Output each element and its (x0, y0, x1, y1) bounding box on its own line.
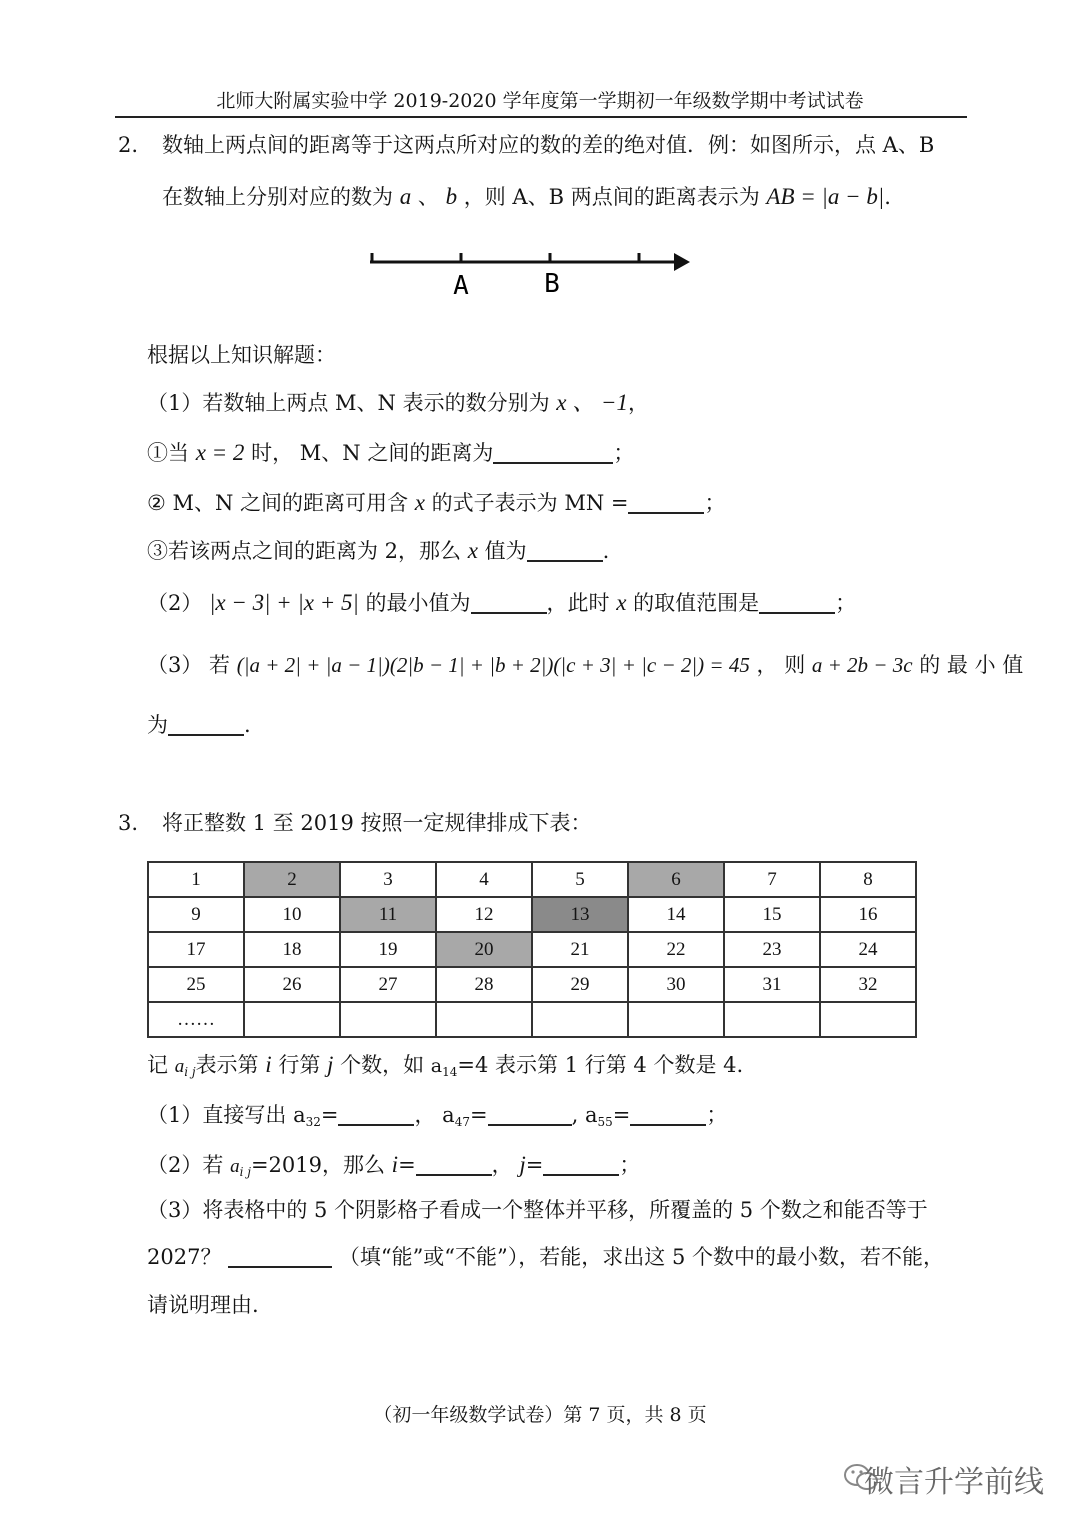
q3-note-ex: a (430, 1055, 443, 1077)
q2-p3-d: 为 (147, 713, 168, 737)
q2-p3-target: a + 2b − 3c (811, 653, 913, 677)
table-cell: 16 (820, 897, 916, 932)
q3-part3-line1: （3）将表格中的 5 个阴影格子看成一个整体并平移，所覆盖的 5 个数之和能否等于 (147, 1198, 928, 1222)
q3-p2-var: a (230, 1156, 240, 1177)
q3-p3-line2-a: 2027？ (147, 1245, 222, 1269)
q2-p3-c: 的 最 小 值 (919, 653, 1024, 677)
table-cell-shaded: 6 (628, 862, 724, 897)
table-row (148, 862, 916, 897)
table-cell: 24 (820, 932, 916, 967)
q3-note-b: 表示第 (195, 1053, 259, 1077)
table-cell: 4 (436, 862, 532, 897)
table-cell: 3 (340, 862, 436, 897)
q3-p1-v3: a (584, 1103, 598, 1127)
page-header-title: 北师大附属实验中学 2019-2020 学年度第一学期初一年级数学期中考试试卷 (216, 90, 864, 112)
q3-note-c: 行第 (278, 1053, 321, 1077)
answer-blank-p2-min[interactable] (471, 590, 547, 614)
q3-p2-end: ； (619, 1153, 641, 1177)
q2-p2-expr: |x − 3| + |x + 5| (209, 590, 359, 615)
q2-p1i-b: 时， M、N 之间的距离为 (251, 441, 494, 465)
q2-p1-end: ， (628, 391, 650, 415)
answer-blank-i[interactable] (416, 1152, 492, 1176)
q3-p2-i: i (391, 1152, 399, 1177)
table-cell: 23 (724, 932, 820, 967)
q3-p1-a: （1）直接写出 (147, 1103, 287, 1127)
q3-notation (147, 1050, 743, 1087)
q3-note-ex-sub: 14 (442, 1065, 458, 1079)
q2-line2-a: 在数轴上分别对应的数为 (162, 185, 393, 209)
q2-p3-end: . (244, 713, 251, 737)
q2-part1-iii (147, 536, 609, 566)
table-cell (436, 1002, 532, 1037)
table-cell-shaded: 20 (436, 932, 532, 967)
answer-blank-p2-range[interactable] (759, 590, 835, 614)
q3-p1-v2: a (442, 1103, 455, 1127)
q2-p2-d: 的取值范围是 (633, 591, 760, 615)
q3-p1-end: ； (706, 1103, 728, 1127)
q3-note-var: a (174, 1056, 185, 1077)
table-cell: 22 (628, 932, 724, 967)
table-cell (532, 1002, 628, 1037)
number-line-arrow (674, 253, 690, 271)
answer-blank-a47[interactable] (488, 1102, 572, 1126)
q2-number: 2. (118, 133, 139, 157)
q3-intro: 将正整数 1 至 2019 按照一定规律排成下表： (162, 811, 592, 835)
answer-blank-j[interactable] (543, 1152, 619, 1176)
q3-p1-eq3: = (612, 1103, 631, 1127)
q2-part3 (147, 650, 1023, 680)
table-cell: 26 (244, 967, 340, 1002)
table-cell: 17 (148, 932, 244, 967)
table-cell: 19 (340, 932, 436, 967)
axis-label-a: A (453, 271, 469, 301)
page-footer: （初一年级数学试卷）第 7 页，共 8 页 (373, 1404, 707, 1426)
header-rule (115, 116, 967, 118)
q2-line2-b: ，则 A、B 两点间的距离表示为 (463, 185, 760, 209)
table-cell: 29 (532, 967, 628, 1002)
table-cell: 27 (340, 967, 436, 1002)
table-cell: 12 (436, 897, 532, 932)
number-grid-table (147, 861, 917, 1038)
q2-part1-i (147, 438, 634, 468)
table-cell: 1 (148, 862, 244, 897)
q3-part1: （1）直接写出 $a_{32}=$ ， $a_{47}=$ , $a_{55}=$ ； (147, 1103, 728, 1129)
q3-p1-s1: 32 (305, 1115, 321, 1129)
q2-formula-ab: AB = |a − b| (766, 184, 885, 209)
q3-note-sub: i j (184, 1065, 196, 1079)
q2-p1ii-b: 的式子表示为 MN = (431, 491, 629, 515)
table-cell-shaded: 11 (340, 897, 436, 932)
answer-blank-a32[interactable] (338, 1102, 414, 1126)
table-row (148, 932, 916, 967)
table-row (148, 967, 916, 1002)
q3-note-d: 个数，如 (340, 1053, 425, 1077)
q3-p2-eq-j: = (525, 1153, 544, 1177)
q2-p2-c: ，此时 (546, 591, 610, 615)
q3-p2-j: j (519, 1152, 526, 1177)
table-cell: 32 (820, 967, 916, 1002)
q3-p1-eq1: = (320, 1103, 339, 1127)
q3-p3-line2-b: （填“能”或“不能”），若能，求出这 5 个数中的最小数，若不能， (338, 1245, 944, 1269)
q2-p1-text: （1）若数轴上两点 M、N 表示的数分别为 (147, 391, 550, 415)
q2-p2-a: （2） (147, 591, 203, 615)
answer-blank-a55[interactable] (630, 1102, 706, 1126)
q3-note-j: j (327, 1052, 334, 1077)
table-cell: 8 (820, 862, 916, 897)
q2-p1i-end: ； (613, 441, 635, 465)
table-cell: 25 (148, 967, 244, 1002)
table-cell (820, 1002, 916, 1037)
answer-blank-p3[interactable] (168, 712, 244, 736)
q2-part2 (147, 588, 856, 618)
q3-p2-b: =2019，那么 (250, 1153, 385, 1177)
q2-p1ii-end: ； (704, 491, 726, 515)
q2-line1: 数轴上两点间的距离等于这两点所对应的数的差的绝对值．例：如图所示，点 A、B (162, 133, 935, 157)
q3-part3-line3: 请说明理由. (147, 1293, 259, 1317)
q3-part3-line2 (147, 1242, 944, 1272)
q2-p1-vars: x 、 −1 (556, 390, 629, 415)
answer-blank-can-or-cannot[interactable] (228, 1244, 332, 1268)
q2-p2-end: ； (835, 591, 857, 615)
q2-p3-b: ， 则 (756, 653, 806, 677)
q2-p1iii-end: . (602, 539, 610, 563)
table-cell: 18 (244, 932, 340, 967)
table-cell (340, 1002, 436, 1037)
table-cell: 30 (628, 967, 724, 1002)
table-cell (244, 1002, 340, 1037)
q3-note-e: =4 表示第 1 行第 4 个数是 4. (457, 1053, 744, 1077)
q2-p1iii-a: ③若该两点之间的距离为 2，那么 (147, 539, 462, 563)
table-row (148, 1002, 916, 1037)
q3-p1-s3: 55 (597, 1115, 613, 1129)
table-row (148, 897, 916, 932)
q3-note-a: 记 (147, 1053, 168, 1077)
table-cell: 21 (532, 932, 628, 967)
q2-sep: 、 (417, 185, 439, 209)
q2-p1i-a: ①当 (147, 441, 189, 465)
q2-p1ii-a: ② M、N 之间的距离可用含 (147, 491, 409, 515)
table-cell: 10 (244, 897, 340, 932)
q3-p1-s2: 47 (454, 1115, 470, 1129)
q3-part2: （2）若 $a_{i j}=2019$，那么 i= ， j= ； (147, 1152, 641, 1179)
table-cell: 28 (436, 967, 532, 1002)
q2-p1ii-var: x (414, 490, 425, 515)
q3-p1-v1: a (293, 1103, 306, 1127)
q3-p2-eq-i: = (398, 1153, 416, 1177)
answer-blank-p1ii[interactable] (628, 490, 704, 514)
q2-part1-ii (147, 488, 725, 518)
q2-p3-expr: (|a + 2| + |a − 1|)(2|b − 1| + |b + 2|)(|c + 3| + |c − 2|) = 45 (236, 653, 750, 677)
table-cell-shaded: 13 (532, 897, 628, 932)
q3-p2-a: （2）若 (147, 1153, 224, 1177)
q3-p1-eq2: = (469, 1103, 488, 1127)
table-cell (724, 1002, 820, 1037)
table-cell: 31 (724, 967, 820, 1002)
q2-line2-end: . (884, 185, 891, 209)
table-cell: 7 (724, 862, 820, 897)
q2-intro: 根据以上知识解题： (147, 343, 336, 367)
watermark-text: 微言升学前线 (864, 1465, 1044, 1500)
table-cell: 9 (148, 897, 244, 932)
q2-line2 (162, 182, 891, 212)
table-cell: …… (148, 1002, 244, 1037)
q2-part3-line2 (147, 710, 251, 740)
q3-number: 3. (118, 811, 139, 835)
table-cell: 15 (724, 897, 820, 932)
q3-p2-sub: i j (239, 1165, 251, 1179)
answer-blank-p1i[interactable] (493, 440, 613, 464)
q2-p2-b: 的最小值为 (365, 591, 471, 615)
q2-var-b: b (445, 184, 458, 209)
q2-p3-a: （3） 若 (147, 653, 231, 677)
q2-p1iii-b: 值为 (484, 539, 527, 563)
q2-p1i-eq: x = 2 (195, 440, 245, 465)
q2-var-a: a (399, 184, 412, 209)
q3-note-i: i (265, 1052, 272, 1077)
q2-p2-var: x (616, 590, 627, 615)
answer-blank-p1iii[interactable] (527, 538, 603, 562)
number-line-figure (360, 240, 700, 310)
axis-label-b: B (544, 269, 560, 299)
q2-p1iii-var: x (467, 538, 478, 563)
table-cell: 5 (532, 862, 628, 897)
table-cell: 14 (628, 897, 724, 932)
table-cell (628, 1002, 724, 1037)
table-cell-shaded: 2 (244, 862, 340, 897)
q2-part1 (147, 388, 649, 418)
